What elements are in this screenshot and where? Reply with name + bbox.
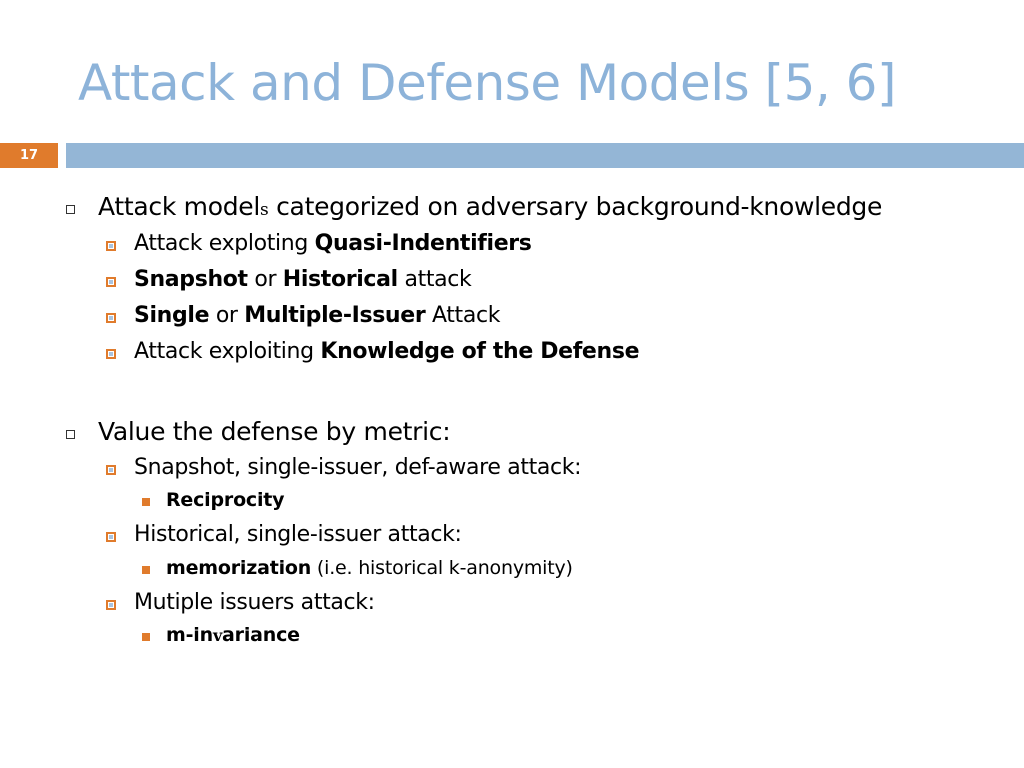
item-bold-text: Snapshot: [134, 267, 248, 292]
item-bold-text: Single: [134, 303, 210, 328]
metric-heading: Value the defense by metric:: [98, 417, 451, 446]
metric-item: Snapshot, single-issuer, def-aware attack:: [134, 455, 582, 480]
item-bold-text: Quasi-Indentifiers: [314, 231, 532, 256]
attack-model-item: [134, 267, 471, 292]
item-text: Attack: [425, 303, 501, 328]
item-text: or: [247, 267, 283, 292]
subitem-bold-text: memorization: [166, 557, 312, 579]
subitem-bold-text: Reciprocity: [166, 489, 285, 511]
square-bullet-icon: [106, 313, 116, 323]
heading-text-end: categorized on adversary background-knowledge: [268, 192, 883, 221]
subitem-bold-text: ariance: [222, 624, 300, 646]
hollow-square-bullet-icon: [66, 430, 75, 439]
item-text: Attack exploiting: [134, 339, 321, 364]
item-bold-text: Knowledge of the Defense: [320, 339, 640, 364]
attack-models-heading: [98, 192, 882, 221]
slide-title: Attack and Defense Models [5, 6]: [78, 54, 896, 112]
item-bold-text: Historical: [282, 267, 398, 292]
metric-item: Historical, single-issuer attack:: [134, 522, 462, 547]
attack-model-item: [134, 231, 532, 256]
square-bullet-icon: [106, 277, 116, 287]
metric-item: Mutiple issuers attack:: [134, 590, 375, 615]
attack-model-item: [134, 303, 500, 328]
subitem-bold-v: v: [212, 626, 223, 645]
square-bullet-icon: [106, 532, 116, 542]
metric-subitem: [166, 557, 573, 579]
item-text: Attack exploting: [134, 231, 315, 256]
filled-square-bullet-icon: [142, 498, 150, 506]
square-bullet-icon: [106, 600, 116, 610]
subitem-text: (i.e. historical k-anonymity): [311, 557, 573, 579]
metric-subitem: [166, 624, 300, 646]
slide-number: 17: [0, 143, 58, 168]
item-text: attack: [397, 267, 472, 292]
filled-square-bullet-icon: [142, 633, 150, 641]
item-text: or: [209, 303, 245, 328]
square-bullet-icon: [106, 465, 116, 475]
hollow-square-bullet-icon: [66, 205, 75, 214]
metric-subitem: [166, 489, 284, 511]
attack-model-item: [134, 339, 639, 364]
header-bar: [66, 143, 1024, 168]
subitem-bold-text: m-in: [166, 624, 213, 646]
item-bold-text: Multiple-Issuer: [244, 303, 426, 328]
square-bullet-icon: [106, 349, 116, 359]
heading-text-start: Attack model: [98, 192, 261, 221]
square-bullet-icon: [106, 241, 116, 251]
filled-square-bullet-icon: [142, 566, 150, 574]
heading-text-s: s: [260, 200, 269, 220]
